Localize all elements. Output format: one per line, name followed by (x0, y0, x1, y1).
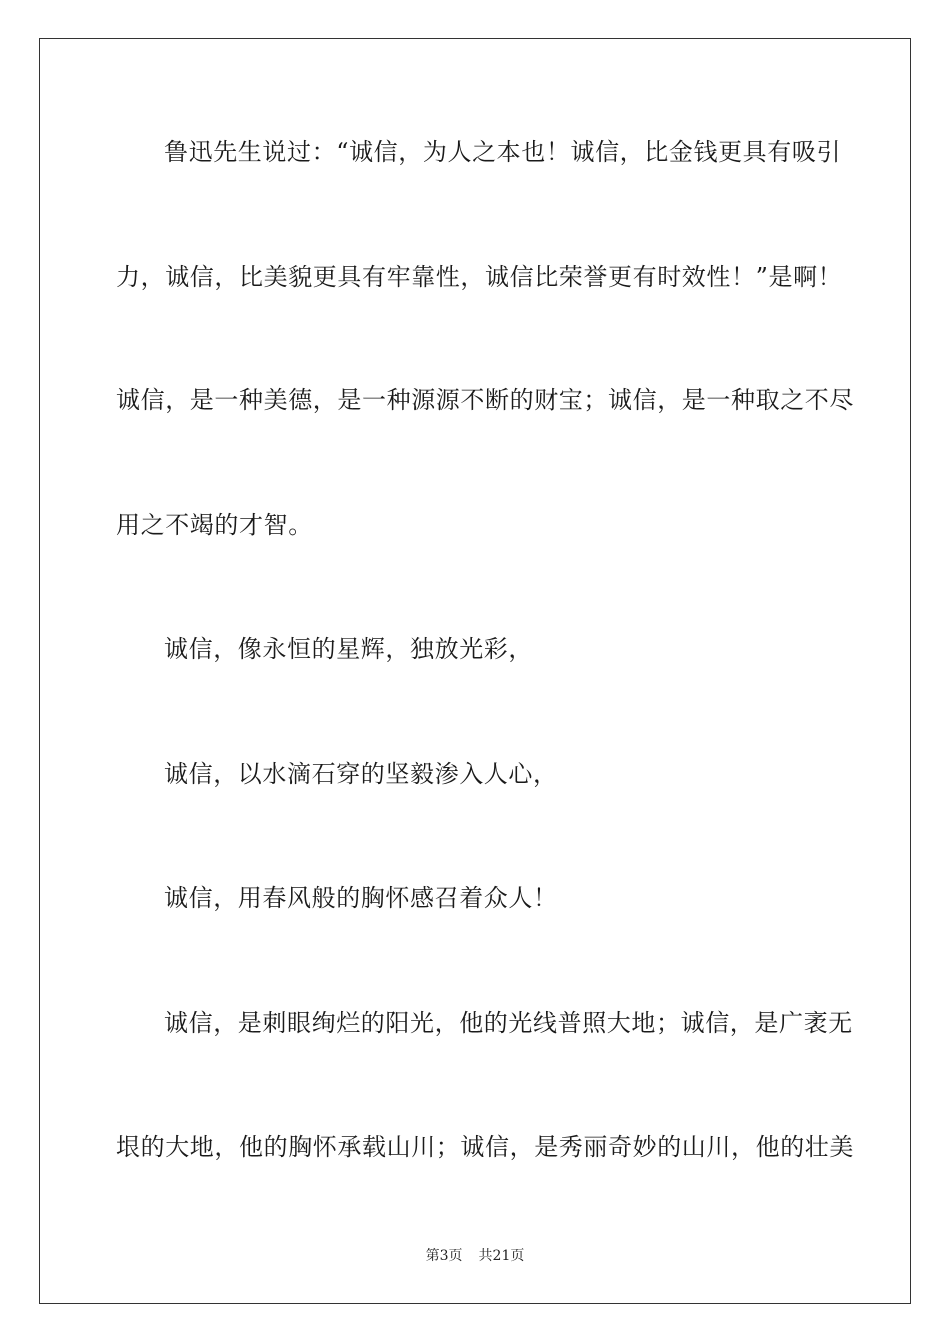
page-footer (0, 1246, 950, 1266)
paragraph-line: 诚信，是刺眼绚烂的阳光，他的光线普照大地；诚信，是广袤无 (164, 1009, 853, 1037)
paragraph-line: 鲁迅先生说过：“诚信，为人之本也！诚信，比金钱更具有吸引 (164, 138, 842, 166)
paragraph-line: 力，诚信，比美貌更具有牢靠性，诚信比荣誉更有时效性！”是啊！ (116, 263, 843, 291)
paragraph-line: 用之不竭的才智。 (116, 511, 313, 539)
page-border (39, 38, 911, 1304)
paragraph-line: 诚信，像永恒的星辉，独放光彩， (164, 635, 533, 663)
page-total: 共21页 (478, 1248, 525, 1264)
paragraph-line: 垠的大地，他的胸怀承载山川；诚信，是秀丽奇妙的山川，他的壮美 (116, 1133, 854, 1161)
page-number: 第3页 (425, 1248, 463, 1264)
paragraph-line: 诚信，以水滴石穿的坚毅渗入人心， (164, 760, 558, 788)
paragraph-line: 诚信，用春风般的胸怀感召着众人！ (164, 884, 558, 912)
paragraph-line: 诚信，是一种美德，是一种源源不断的财宝；诚信，是一种取之不尽 (116, 386, 854, 414)
